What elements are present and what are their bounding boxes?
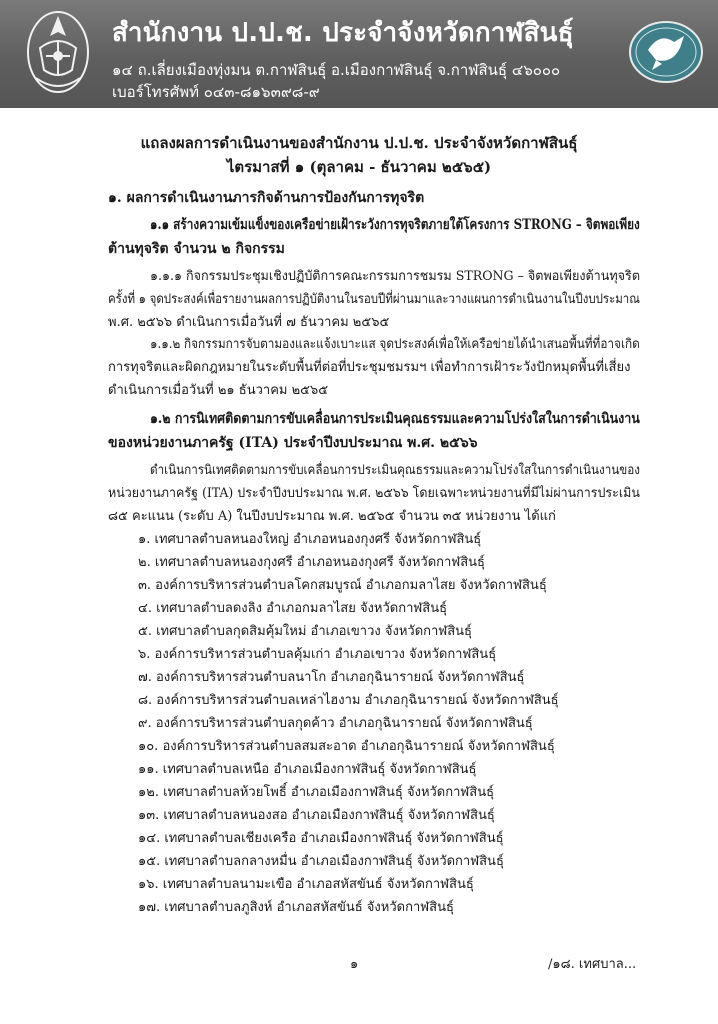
agency-list-item: ๑๕. เทศบาลตำบลกลางหมื่น อำเภอเมืองกาฬสินธุ์ จังหวัดกาฬสินธุ์ [138, 854, 504, 869]
agency-list-item: ๕. เทศบาลตำบลกุดสิมคุ้มใหม่ อำเภอเขาวง จังหวัดกาฬสินธุ์ [138, 624, 472, 639]
section-1-2-heading-cont: ของหน่วยงานภาครัฐ (ITA) ประจำปีงบประมาณ พ.ศ. ๒๕๖๖ [108, 435, 478, 451]
agency-list-item: ๑. เทศบาลตำบลหนองใหญ่ อำเภอหนองกุงศรี จังหวัดกาฬสินธุ์ [138, 532, 482, 547]
agency-list-item: ๑๒. เทศบาลตำบลห้วยโพธิ์ อำเภอเมืองกาฬสินธุ์ จังหวัดกาฬสินธุ์ [138, 785, 495, 800]
agency-list-item: ๗. องค์การบริหารส่วนตำบลนาโก อำเภอกุฉินารายณ์ จังหวัดกาฬสินธุ์ [138, 670, 525, 685]
province-seal-icon [626, 20, 706, 84]
section-1-1-heading-cont: ต้านทุจริต จำนวน ๒ กิจกรรม [108, 241, 285, 257]
office-title: สำนักงาน ป.ป.ช. ประจำจังหวัดกาฬสินธุ์ [112, 18, 574, 48]
office-address: ๑๔ ถ.เลี่ยงเมืองทุ่งมน ต.กาฬสินธุ์ อ.เมืองกาฬสินธุ์ จ.กาฬสินธุ์ ๔๖๐๐๐ [112, 61, 561, 79]
nacc-emblem-icon [22, 8, 94, 96]
section-1-1-heading: ๑.๑ สร้างความเข้มแข็งของเครือข่ายเฝ้าระวังการทุจริตภายใต้โครงการ STRONG – จิตพอเพียง [150, 217, 640, 233]
agency-list-item: ๑๓. เทศบาลตำบลหนองสอ อำเภอเมืองกาฬสินธุ์ จังหวัดกาฬสินธุ์ [138, 808, 495, 823]
section-1-2-paragraph-line: ๘๕ คะแนน (ระดับ A) ในปีงบประมาณ พ.ศ. ๒๕๖๕ จำนวน ๓๕ หน่วยงาน ได้แก่ [108, 509, 556, 524]
section-1-2-paragraph-line: หน่วยงานภาครัฐ (ITA) ประจำปีงบประมาณ พ.ศ. ๒๕๖๖ โดยเฉพาะหน่วยงานที่มีไม่ผ่านการประเมิน [108, 486, 640, 501]
agency-list-item: ๑๑. เทศบาลตำบลเหนือ อำเภอเมืองกาฬสินธุ์ จังหวัดกาฬสินธุ์ [138, 762, 477, 777]
agency-list-item: ๑๔. เทศบาลตำบลเชียงเครือ อำเภอเมืองกาฬสินธุ์ จังหวัดกาฬสินธุ์ [138, 831, 504, 846]
section-1-1-1-line: ๑.๑.๑ กิจกรรมประชุมเชิงปฏิบัติการคณะกรรมการชมรม STRONG – จิตพอเพียงต้านทุจริต [150, 269, 641, 284]
section-1-1-2-line: ดำเนินการเมื่อวันที่ ๒๑ ธันวาคม ๒๕๖๕ [108, 383, 329, 398]
agency-list-item: ๑๐. องค์การบริหารส่วนตำบลสมสะอาด อำเภอกุฉินารายณ์ จังหวัดกาฬสินธุ์ [138, 739, 555, 754]
section-1-1-2-line: ๑.๑.๒ กิจกรรมการจับตามองและแจ้งเบาะแส จุดประสงค์เพื่อให้เครือข่ายได้นำเสนอพื้นที่ที่อาจเกิด [150, 337, 640, 352]
agency-list-item: ๖. องค์การบริหารส่วนตำบลคุ้มเก่า อำเภอเขาวง จังหวัดกาฬสินธุ์ [138, 647, 497, 662]
section-1-2-paragraph-line: ดำเนินการนิเทศติดตามการขับเคลื่อนการประเมินคุณธรรมและความโปร่งใสในการดำเนินงานของ [150, 463, 640, 478]
agency-list-item: ๓. องค์การบริหารส่วนตำบลโคกสมบูรณ์ อำเภอกมลาไสย จังหวัดกาฬสินธุ์ [138, 578, 547, 593]
agency-list-item: ๙. องค์การบริหารส่วนตำบลกุดค้าว อำเภอกุฉินารายณ์ จังหวัดกาฬสินธุ์ [138, 716, 533, 731]
page-number: ๑ [350, 957, 359, 972]
agency-list-item: ๘. องค์การบริหารส่วนตำบลเหล่าไฮงาม อำเภอกุฉินารายณ์ จังหวัดกาฬสินธุ์ [138, 693, 559, 708]
letterhead-banner [0, 0, 718, 108]
document-title: แถลงผลการดำเนินงานของสำนักงาน ป.ป.ช. ประจำจังหวัดกาฬสินธุ์ [140, 134, 578, 152]
section-1-1-1-line: พ.ศ. ๒๕๖๖ ดำเนินการเมื่อวันที่ ๗ ธันวาคม ๒๕๖๕ [108, 315, 390, 330]
office-phone: เบอร์โทรศัพท์ ๐๔๓-๘๑๖๓๙๘-๙ [112, 83, 320, 101]
section-1-heading: ๑. ผลการดำเนินงานภารกิจด้านการป้องกันการทุจริต [108, 190, 425, 206]
section-1-2-heading: ๑.๒ การนิเทศติดตามการขับเคลื่อนการประเมินคุณธรรมและความโปร่งใสในการดำเนินงาน [150, 411, 640, 427]
section-1-1-1-line: ครั้งที่ ๑ จุดประสงค์เพื่อรายงานผลการปฏิบัติงานในรอบปีที่ผ่านมาและวางแผนการดำเนินงานในปีงบประมาณ [108, 292, 640, 307]
continuation-marker: /๑๘. เทศบาล... [548, 957, 637, 972]
agency-list-item: ๔. เทศบาลตำบลดงลิง อำเภอกมลาไสย จังหวัดกาฬสินธุ์ [138, 601, 448, 616]
agency-list-item: ๒. เทศบาลตำบลหนองกุงศรี อำเภอหนองกุงศรี จังหวัดกาฬสินธุ์ [138, 555, 485, 570]
document-subtitle: ไตรมาสที่ ๑ (ตุลาคม - ธันวาคม ๒๕๖๕) [226, 158, 492, 176]
agency-list-item: ๑๖. เทศบาลตำบลนามะเขือ อำเภอสหัสขันธ์ จังหวัดกาฬสินธุ์ [138, 877, 474, 892]
agency-list-item: ๑๗. เทศบาลตำบลภูสิงห์ อำเภอสหัสขันธ์ จังหวัดกาฬสินธุ์ [138, 900, 454, 915]
section-1-1-2-line: การทุจริตและผิดกฎหมายในระดับพื้นที่ต่อที่ประชุมชมรมฯ เพื่อทำการเฝ้าระวังปักหมุดพื้นที่เสี่ยง [108, 360, 631, 375]
